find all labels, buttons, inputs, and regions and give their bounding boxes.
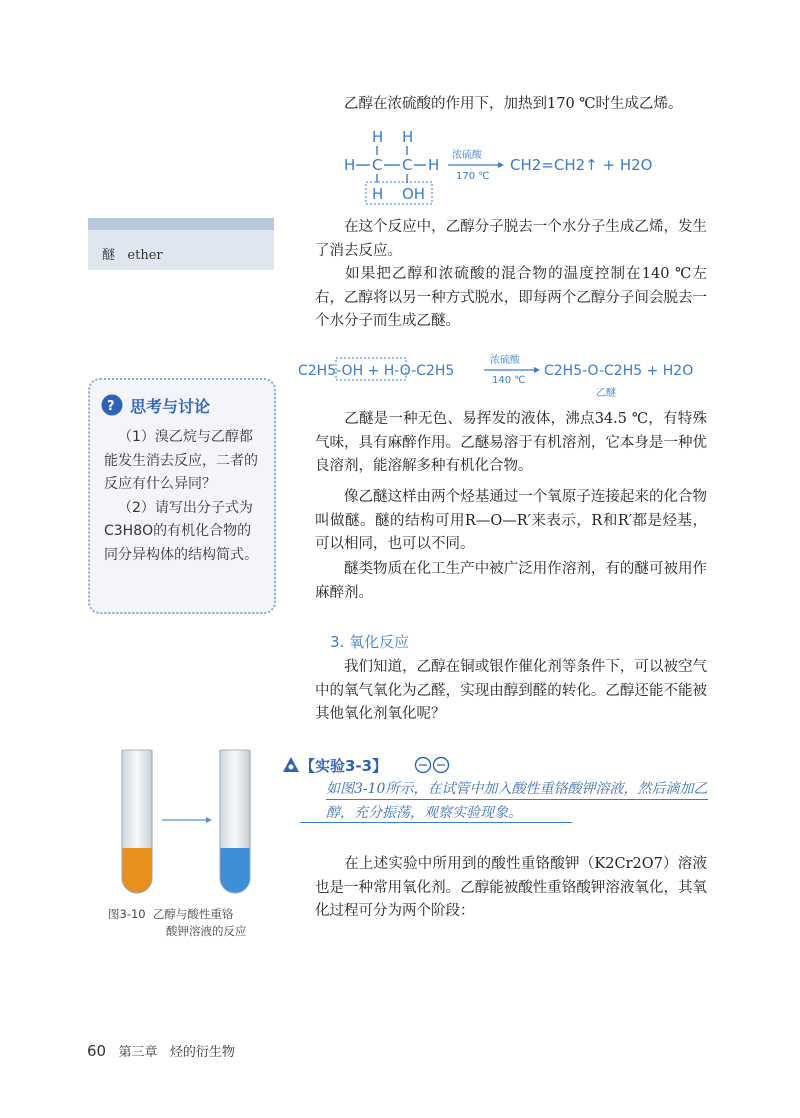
- paragraph-4: [315, 408, 707, 479]
- paragraph-1-text: 乙醇在浓硫酸的作用下，加热到170 ℃时生成乙烯。: [344, 96, 683, 112]
- think-question-1: （1）溴乙烷与乙醇都能发生消去反应，二者的反应有什么异同？: [104, 429, 258, 492]
- svg-text:?: ?: [107, 399, 115, 414]
- svg-text:H: H: [372, 185, 384, 203]
- paragraph-8-text: 在上述实验中所用到的酸性重铬酸钾（K2Cr2O7）溶液也是一种常用氧化剂。乙醇能被酸性重铬酸钾溶液氧化，其氧化过程可分为两个阶段：: [315, 856, 707, 919]
- gloss-text: [102, 244, 163, 263]
- paragraph-6: [315, 558, 707, 605]
- experiment-icon: [282, 756, 300, 774]
- test-tubes-figure: [110, 748, 280, 898]
- think-question-2: （2）请写出分子式为C3H8O的有机化合物的同分异构体的结构简式。: [104, 499, 258, 563]
- gloss-english: ether: [127, 248, 163, 263]
- paragraph-2-text: 在这个反应中，乙醇分子脱去一个水分子生成乙烯，发生了消去反应。: [315, 219, 707, 259]
- paragraph-6-text: 醚类物质在化工生产中被广泛用作溶剂，有的醚可被用作麻醉剂。: [315, 561, 707, 601]
- paragraph-8: [315, 853, 707, 924]
- reaction2-condition-top: 浓硫酸: [490, 355, 520, 366]
- svg-text:H: H: [428, 156, 440, 174]
- section-title: 3. 氧化反应: [330, 633, 410, 651]
- svg-text:H: H: [344, 156, 356, 174]
- paragraph-5: [315, 486, 707, 557]
- reaction2-reactants: C2H5-OH + H-O-C2H5: [298, 363, 455, 379]
- page-footer: [87, 1041, 235, 1060]
- paragraph-2: [315, 216, 707, 263]
- figure-caption: [108, 906, 247, 940]
- gloss-term: 醚: [102, 248, 116, 263]
- reaction2-product: C2H5-O-C2H5 + H2O: [544, 363, 694, 379]
- page-number: 60: [87, 1042, 107, 1060]
- think-title: 思考与讨论: [130, 397, 211, 416]
- figure-number: 图3-10: [108, 907, 146, 921]
- paragraph-4-text: 乙醚是一种无色、易挥发的液体，沸点34.5 ℃，有特殊气味，具有麻醉作用。乙醚易溶于有机溶剂，它本身是一种优良溶剂，能溶解多种有机化合物。: [315, 411, 707, 474]
- svg-text:H: H: [402, 128, 414, 146]
- think-discuss-box: [88, 378, 276, 614]
- paragraph-3-text: 如果把乙醇和浓硫酸的混合物的温度控制在140 ℃左右，乙醇将以另一种方式脱水，即每两个乙醇分子间会脱去一个水分子而生成乙醚。: [315, 266, 707, 329]
- paragraph-5-text: 像乙醚这样由两个烃基通过一个氧原子连接起来的化合物叫做醚。醚的结构可用R—O—R′来表示，R和R′都是烃基，可以相同，也可以不同。: [315, 489, 707, 552]
- reaction2-condition-bottom: 140 ℃: [492, 375, 526, 386]
- figure-caption-line2: 酸钾溶液的反应: [166, 924, 247, 938]
- reaction1-product: CH2=CH2↑ + H2O: [510, 156, 653, 174]
- reaction2-product-label: 乙醚: [596, 388, 616, 399]
- reaction1-condition-bottom: 170 ℃: [456, 171, 490, 182]
- chapter-title: 烃的衍生物: [169, 1045, 235, 1060]
- svg-text:H: H: [372, 128, 384, 146]
- gloss-box: [88, 218, 274, 270]
- experiment-label: 【实验3-3】: [300, 757, 388, 775]
- svg-text:OH: OH: [402, 185, 426, 203]
- paragraph-7: [315, 656, 707, 727]
- reaction1-condition-top: 浓硫酸: [452, 150, 482, 161]
- chapter-label: 第三章: [118, 1045, 158, 1060]
- ether-formation-equation: [296, 350, 708, 402]
- discussion-icon: [100, 393, 124, 417]
- paragraph-7-text: 我们知道，乙醇在铜或银作催化剂等条件下，可以被空气中的氧气氧化为乙醛，实现由醇到醛的转化。乙醇还能不能被其他氧化剂氧化呢？: [315, 659, 707, 722]
- experiment-text: 如图3-10所示，在试管中加入酸性重铬酸钾溶液，然后滴加乙醇，充分振荡，观察实验现象。: [326, 781, 708, 821]
- svg-text:C: C: [402, 156, 413, 174]
- figure-caption-line1: 乙醇与酸性重铬: [152, 907, 234, 921]
- ethanol-dehydration-equation: [340, 124, 660, 208]
- paragraph-1: [315, 93, 707, 117]
- paragraph-3: [315, 263, 707, 334]
- safety-goggles-icon: [414, 756, 450, 774]
- svg-text:C: C: [372, 156, 383, 174]
